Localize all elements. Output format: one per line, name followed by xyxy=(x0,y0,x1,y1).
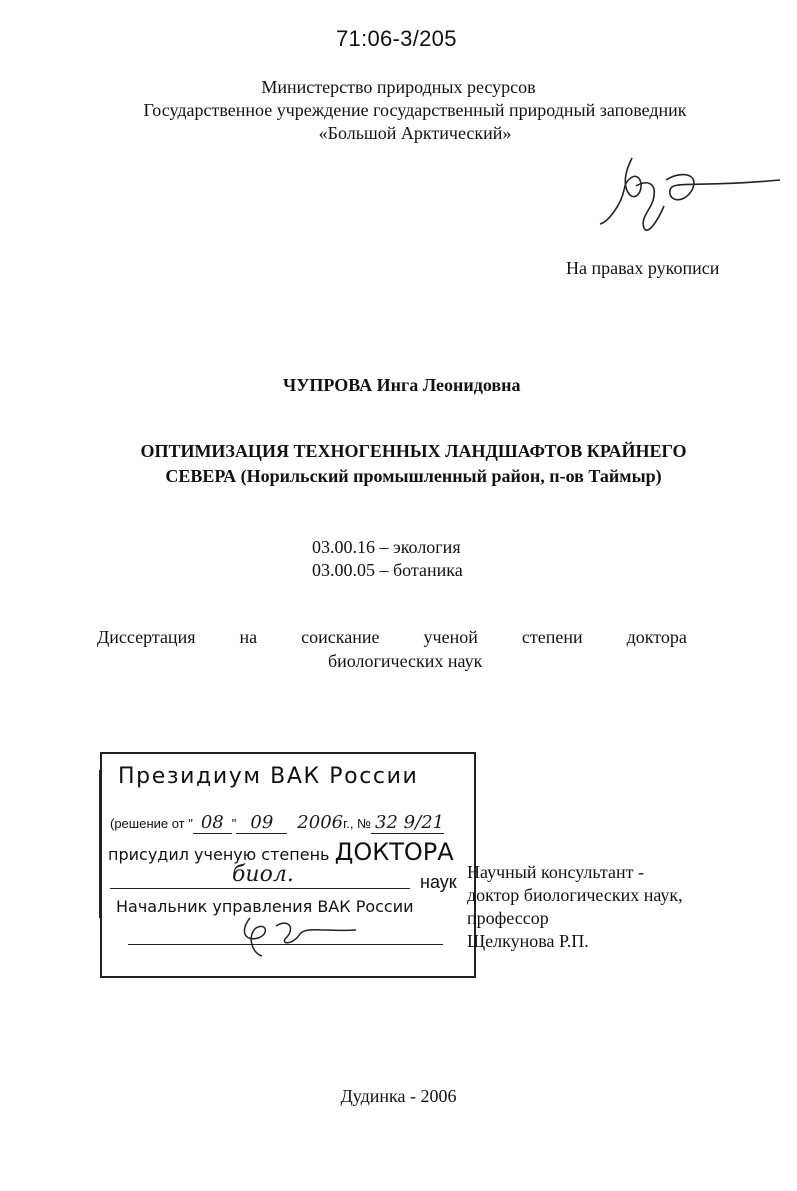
stamp-left-rule xyxy=(99,770,101,918)
specialty-ecology: 03.00.16 – экология xyxy=(312,537,461,557)
decision-month: 09 xyxy=(236,812,287,834)
manuscript-rights: На правах рукописи xyxy=(566,258,720,278)
specialty-botany: 03.00.05 – ботаника xyxy=(312,560,463,580)
decision-quote: " xyxy=(231,816,237,831)
dissertation-degree-line xyxy=(97,627,687,648)
author-name: ЧУПРОВА Инга Леонидовна xyxy=(283,375,521,395)
ministry-line: Министерство природных ресурсов xyxy=(261,77,536,97)
decision-number-prefix: г., № xyxy=(343,816,372,831)
stamp-head-title: Начальник управления ВАК России xyxy=(116,897,414,916)
decision-day: 08 xyxy=(193,812,232,834)
head-signature-image xyxy=(236,912,366,958)
awarded-degree: ДОКТОРА xyxy=(334,838,454,866)
institution-line: Государственное учреждение государственный природный заповедник xyxy=(143,100,687,120)
consultant-label: Научный консультант - xyxy=(467,862,644,882)
degree-word: соискание xyxy=(301,627,380,647)
field-suffix: наук xyxy=(420,872,457,892)
degree-word: доктора xyxy=(626,627,687,647)
author-signature-image xyxy=(596,150,781,240)
degree-word: на xyxy=(239,627,258,647)
dissertation-title-line-2: СЕВЕРА (Норильский промышленный район, п-ов Таймыр) xyxy=(165,466,662,486)
dissertation-title-line-1: ОПТИМИЗАЦИЯ ТЕХНОГЕННЫХ ЛАНДШАФТОВ КРАЙНЕГО xyxy=(140,441,687,461)
consultant-degree: доктор биологических наук, xyxy=(467,885,683,905)
degree-word: Диссертация xyxy=(97,627,196,647)
consultant-rank: профессор xyxy=(467,908,549,928)
field-underline xyxy=(110,888,410,889)
field-handwritten: биол. xyxy=(232,862,294,887)
city-year: Дудинка - 2006 xyxy=(340,1086,457,1106)
decision-number: 32 9/21 xyxy=(371,812,444,834)
decision-prefix: (решение от " xyxy=(110,816,193,831)
decision-year: 2006 xyxy=(297,812,344,833)
degree-word: степени xyxy=(521,627,583,647)
dissertation-degree-line-2: биологических наук xyxy=(328,651,483,671)
document-code: 71:06-3/205 xyxy=(336,26,457,51)
consultant-name: Щелкунова Р.П. xyxy=(467,931,589,951)
degree-word: ученой xyxy=(423,627,478,647)
stamp-decision-line xyxy=(110,812,444,833)
reserve-name-line: «Большой Арктический» xyxy=(318,123,512,143)
stamp-title: Президиум ВАК России xyxy=(118,764,419,789)
awarded-prefix: присудил ученую степень xyxy=(108,845,330,864)
